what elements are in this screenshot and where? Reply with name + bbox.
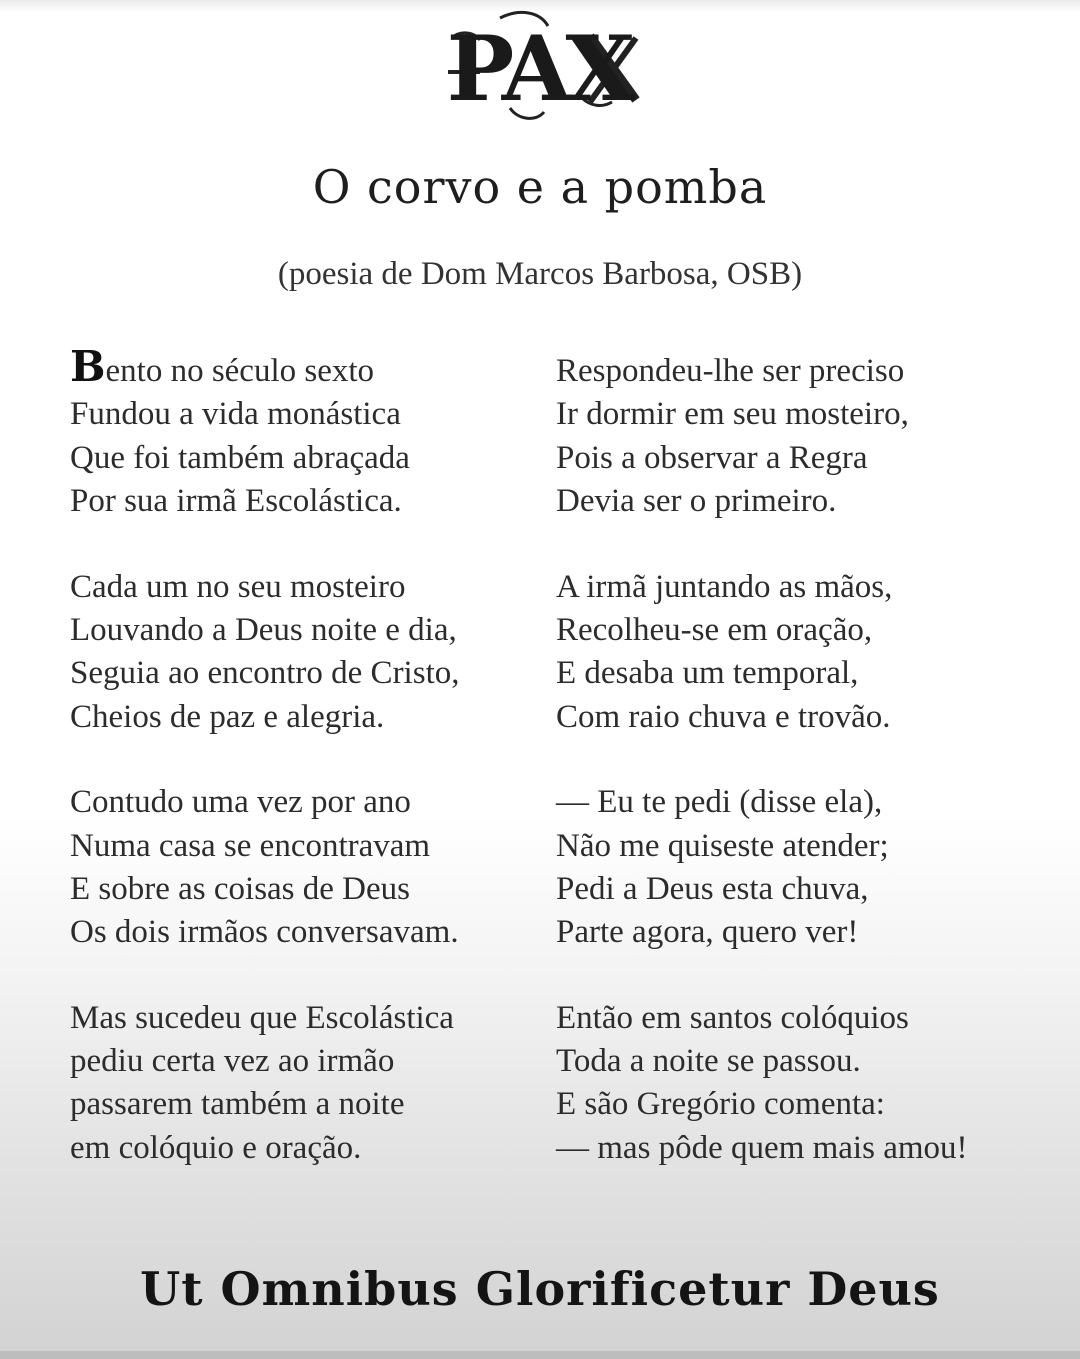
- poem-line: passarem também a noite: [70, 1086, 405, 1123]
- poem-line: em colóquio e oração.: [70, 1129, 362, 1166]
- poem-line: E desaba um temporal,: [556, 655, 859, 692]
- poem-line: — Eu te pedi (disse ela),: [556, 784, 883, 821]
- drop-cap: B: [70, 342, 106, 391]
- poem-line: Ir dormir em seu mosteiro,: [556, 396, 909, 433]
- pax-logo: [440, 8, 650, 126]
- closing-motto: Ut Omnibus Glorificetur Deus: [140, 1262, 940, 1316]
- poem-line: Pois a observar a Regra: [556, 439, 868, 476]
- pax-logo-text: PAX: [446, 16, 630, 122]
- poem-line: Pedi a Deus esta chuva,: [556, 870, 869, 907]
- stanza: [556, 997, 1056, 1171]
- poem-line: Toda a noite se passou.: [556, 1043, 861, 1080]
- right-column: [556, 350, 1056, 1212]
- stanza: [556, 781, 1056, 955]
- left-column: [70, 342, 540, 1212]
- poem-line: Recolheu-se em oração,: [556, 611, 873, 648]
- poem-line: Devia ser o primeiro.: [556, 483, 837, 520]
- poem-subtitle: (poesia de Dom Marcos Barbosa, OSB): [277, 256, 803, 292]
- stanza: [556, 350, 1056, 524]
- stanza: [556, 566, 1056, 740]
- poem-line: Não me quiseste atender;: [556, 827, 889, 864]
- poem-line: Seguia ao encontro de Cristo,: [70, 655, 460, 692]
- poem-line: [70, 342, 540, 393]
- poem-line: Parte agora, quero ver!: [556, 914, 859, 951]
- poem-line: Mas sucedeu que Escolástica: [70, 999, 454, 1036]
- stanza: [70, 342, 540, 524]
- poem-line: E sobre as coisas de Deus: [70, 870, 410, 907]
- poem-line: Com raio chuva e trovão.: [556, 698, 891, 735]
- stanza: [70, 997, 540, 1171]
- stanza: [70, 781, 540, 955]
- poem-line: Cada um no seu mosteiro: [70, 568, 406, 605]
- poem-line: Respondeu-lhe ser preciso: [556, 353, 905, 389]
- poem-line: pediu certa vez ao irmão: [70, 1043, 395, 1080]
- poem-title: O corvo e a pomba: [312, 160, 768, 214]
- poem-line: Que foi também abraçada: [70, 439, 410, 476]
- poem-line-text: ento no século sexto: [105, 353, 375, 389]
- poem-line: A irmã juntando as mãos,: [556, 568, 893, 605]
- poem-line: Então em santos colóquios: [556, 999, 909, 1036]
- poem-line: Louvando a Deus noite e dia,: [70, 611, 457, 648]
- stanza: [70, 566, 540, 740]
- poem-line: E são Gregório comenta:: [556, 1086, 885, 1123]
- poem-line: Os dois irmãos conversavam.: [70, 914, 459, 951]
- poem-line: Fundou a vida monástica: [70, 396, 401, 433]
- poem-line: Cheios de paz e alegria.: [70, 698, 385, 735]
- poem-line: — mas pôde quem mais amou!: [556, 1129, 968, 1166]
- poem-line: Por sua irmã Escolástica.: [70, 483, 402, 520]
- bottom-strip: [0, 1351, 1080, 1359]
- poem-line: Contudo uma vez por ano: [70, 784, 411, 821]
- poem-line: Numa casa se encontravam: [70, 827, 431, 864]
